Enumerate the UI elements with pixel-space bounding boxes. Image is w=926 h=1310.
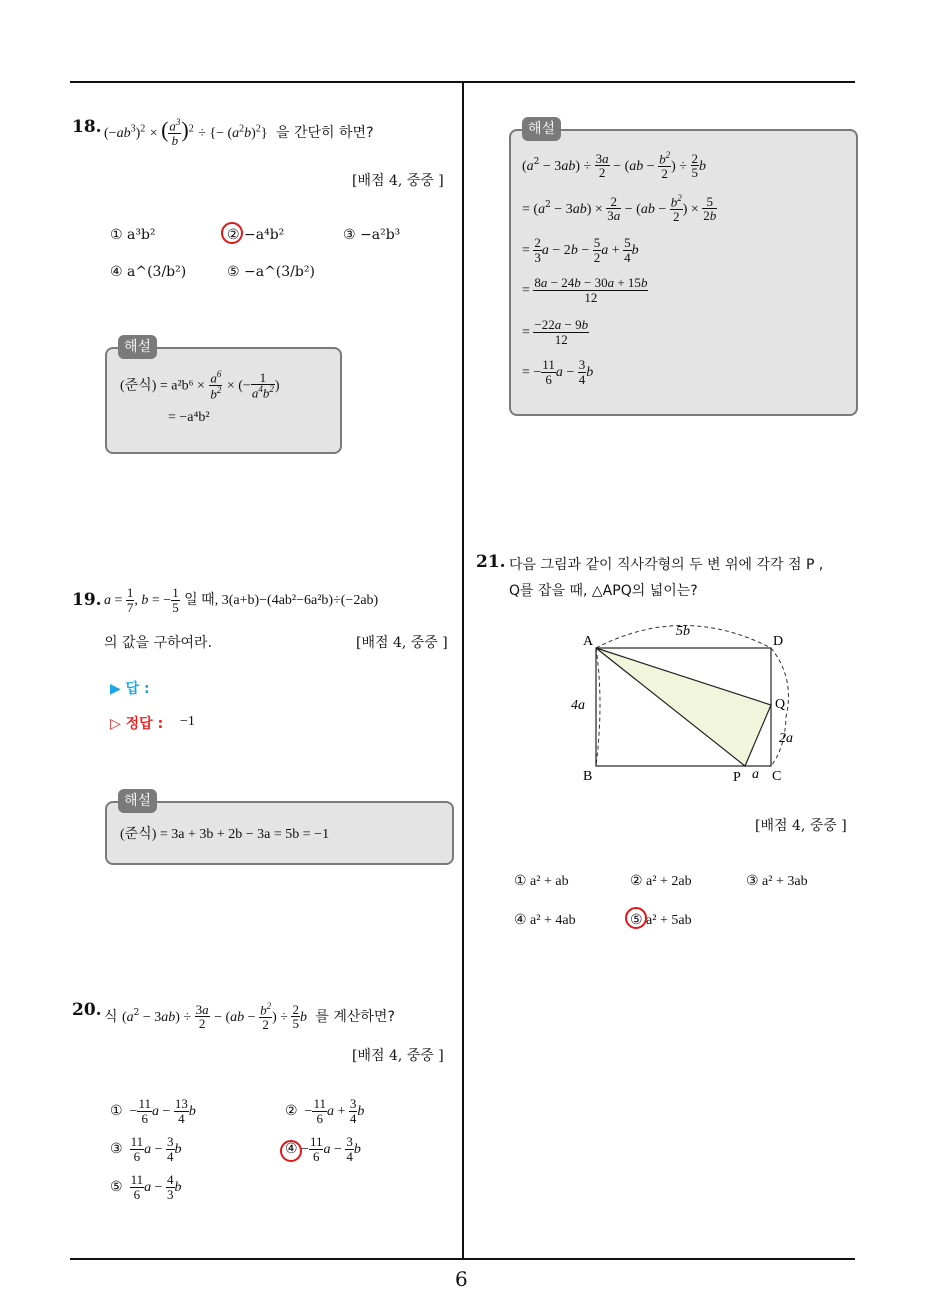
q18-expression: $(-ab^3)^2$ × ( $\frac{a^3}{b}$ )$^2$ ÷ {− $(a^2b)^2$} 을 간단히 하면? — [104, 117, 374, 149]
q21-label-d: D — [773, 634, 784, 649]
q21-label-5b: 5b — [676, 624, 690, 639]
q20-answer-mark — [280, 1140, 302, 1162]
q21-label-a-small: a — [752, 767, 759, 782]
page-number: 6 — [455, 1267, 468, 1291]
q21-label-b: B — [583, 769, 593, 784]
q18-number: 18. — [72, 117, 102, 137]
q20-text: 를 계산하면? — [315, 1008, 395, 1025]
q20-solution-line5: = $\frac{-22a - 9b}{12}$ — [522, 317, 589, 347]
q21-label-a: A — [583, 634, 594, 649]
q21-triangle-apq — [596, 648, 771, 766]
q18-solution-tag: 해설 — [118, 335, 157, 359]
q18-choice-3[interactable]: ③ −a²b³ — [343, 227, 401, 243]
q20-choice-4[interactable]: ④ − $\frac{11}{6}$ a − $\frac{3}{4}$ b — [285, 1134, 361, 1164]
q19-correct-value: −1 — [180, 714, 195, 729]
q18-answer-mark — [221, 222, 243, 244]
q20-choice-3[interactable]: ③ $\frac{11}{6}$ a − $\frac{3}{4}$ b — [110, 1134, 182, 1164]
q19-number: 19. — [72, 590, 102, 610]
q20-choice-5[interactable]: ⑤ $\frac{11}{6}$ a − $\frac{4}{3}$ b — [110, 1172, 182, 1202]
q20-solution-line1: $(a^2 - 3ab)$ ÷ $\frac{3a}{2}$ − (ab − $\frac{b^2}{2}$ ) ÷ $\frac{2}{5}$ b — [522, 150, 706, 181]
q18-score: [배점 4, 중중 ] — [352, 173, 444, 189]
q21-label-2a: 2a — [779, 731, 793, 746]
q19-answer-label: ▶ 답 : — [110, 681, 150, 697]
q20-choice-1[interactable]: ① − $\frac{11}{6}$ a − $\frac{13}{4}$ b — [110, 1096, 196, 1126]
q21-number: 21. — [476, 552, 506, 572]
q18-choice-1[interactable]: ① a³b² — [110, 227, 156, 243]
q21-choice-4[interactable]: ④ a² + 4ab — [514, 913, 576, 928]
q18-solution-line1: (준식) = a²b⁶ × $\frac{a^6}{b^2}$ × (− $\frac{1}{a^4b^2}$ ) — [120, 369, 280, 402]
q20-choice-2[interactable]: ② − $\frac{11}{6}$ a + $\frac{3}{4}$ b — [285, 1096, 365, 1126]
q21-choice-5[interactable]: ⑤ a² + 5ab — [630, 913, 692, 928]
q21-choice-3[interactable]: ③ a² + 3ab — [746, 874, 808, 889]
q20-solution-line4: = $\frac{8a - 24b - 30a + 15b}{12}$ — [522, 275, 648, 305]
q20-solution-line2: = $(a^2 - 3ab)$ × $\frac{2}{3a}$ − (ab − $\frac{b^2}{2}$ ) × $\frac{5}{2b}$ — [522, 193, 717, 224]
q18-solution-line2: = −a⁴b² — [168, 410, 210, 425]
q21-label-c: C — [772, 769, 782, 784]
q20-number: 20. — [72, 1000, 102, 1020]
q19-score: [배점 4, 중중 ] — [356, 635, 448, 651]
q21-text-line2: Q를 잡을 때, △APQ의 넓이는? — [509, 583, 698, 599]
q20-solution-tag: 해설 — [522, 117, 561, 141]
q21-label-4a: 4a — [571, 698, 585, 713]
q20-expression: 식 $(a^2 - 3ab)$ ÷ $\frac{3a}{2}$ − (ab − $\frac{b^2}{2}$ ) ÷ $\frac{2}{5}$ b 를 계산하면? — [104, 1001, 395, 1032]
q21-answer-mark — [625, 907, 647, 929]
q18-choice-5[interactable]: ⑤ −a^(3/b²) — [227, 264, 315, 280]
q21-label-q: Q — [775, 697, 786, 712]
q19-text-line2: 의 값을 구하여라. — [104, 635, 213, 651]
q21-figure — [560, 615, 810, 790]
q20-solution-line3: = $\frac{2}{3}$ a − 2b − $\frac{5}{2}$ a + $\frac{5}{4}$ b — [522, 235, 639, 265]
q18-text: 을 간단히 하면? — [276, 125, 374, 141]
q19-text: 일 때, 3(a+b)−(4ab²−6a²b)÷(−2ab) — [184, 593, 379, 609]
q18-choice-2[interactable]: ② −a⁴b² — [227, 227, 285, 243]
column-divider — [462, 82, 464, 1260]
q19-expression: a = $\frac{1}{7}$ , b = − $\frac{1}{5}$ 일 때, 3(a+b)−(4ab²−6a²b)÷(−2ab) — [104, 585, 379, 615]
q21-choice-1[interactable]: ① a² + ab — [514, 874, 569, 889]
q21-choice-2[interactable]: ② a² + 2ab — [630, 874, 692, 889]
q20-score: [배점 4, 중중 ] — [352, 1048, 444, 1064]
q19-correct-label: ▷ 정답 : — [110, 716, 164, 732]
q21-text-line1: 다음 그림과 같이 직사각형의 두 변 위에 각각 점 P , — [509, 557, 824, 573]
q21-label-p: P — [733, 770, 741, 785]
q19-solution-line1: (준식) = 3a + 3b + 2b − 3a = 5b = −1 — [120, 827, 330, 842]
q21-score: [배점 4, 중중 ] — [755, 818, 847, 834]
q20-solution-line6: = − $\frac{11}{6}$ a − $\frac{3}{4}$ b — [522, 357, 594, 387]
bottom-rule — [70, 1258, 855, 1260]
q18-choice-4[interactable]: ④ a^(3/b²) — [110, 264, 187, 280]
q19-solution-tag: 해설 — [118, 789, 157, 813]
